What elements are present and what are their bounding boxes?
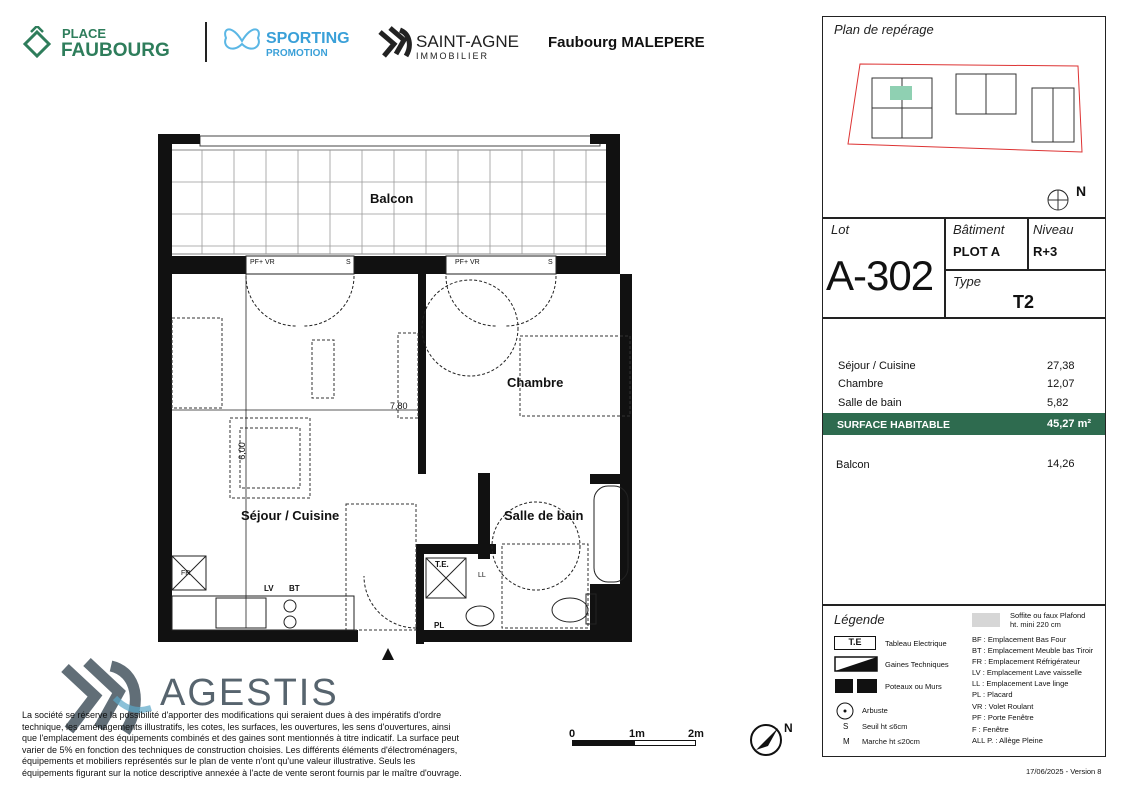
balcony-label: Balcon <box>370 191 414 206</box>
locator-plan <box>846 60 1086 200</box>
legend-left-5: Marche ht ≤20cm <box>862 737 920 746</box>
ll-label: LL <box>478 572 486 579</box>
bedroom-label: Chambre <box>507 375 564 390</box>
building-label: Bâtiment <box>953 222 1005 237</box>
legend-top-line <box>822 604 1106 606</box>
lv-label: LV <box>264 584 274 593</box>
level-value: R+3 <box>1033 244 1058 259</box>
locator-north-icon <box>1046 182 1096 217</box>
logo1-line2: FAUBOURG <box>61 40 170 61</box>
disclaimer-text: La société se réserve la possibilité d'apporter des modifications qui seraient dues à des impératifs d'ordre technique, les aménagements illustratifs, les cotes, les surfaces, les ouvertures, les sens d'ouvertures, ainsi que l'emplacement des équipements combinés et des gaines sont mentionnés à titre indicatif. La surface peut varier de 5% en fonction des techniques de construction choisies. Les différents éléments d'électroménagers, équipements et mobiliers représentés sur le plan de vente n'ont qu'une valeur illustrative. Seuls les équipements figurant sur la notice descriptive annexée à l'acte de vente seront fournis par le maître d'ouvrage. <box>22 710 462 778</box>
fr-label: FR <box>181 570 191 577</box>
logo3-line1: SAINT-AGNE <box>416 32 519 51</box>
poteaux-symbol <box>834 678 878 699</box>
legend-title: Légende <box>834 612 885 627</box>
surface-value-1: 12,07 <box>1047 378 1075 390</box>
logo2-line2: PROMOTION <box>266 48 328 59</box>
soffit-line2: ht. mini 220 cm <box>1010 620 1061 629</box>
surface-value-2: 5,82 <box>1047 397 1069 409</box>
footer-version: 17/06/2025 - Version 8 <box>1026 767 1102 776</box>
type-label: Type <box>953 274 981 289</box>
soffit-swatch <box>972 613 1000 627</box>
legend-right-0: BF : Emplacement Bas Four <box>972 635 1067 644</box>
surface-name-1: Chambre <box>838 378 884 390</box>
balcony-surface-value: 14,26 <box>1047 458 1075 470</box>
type-value: T2 <box>1013 292 1035 312</box>
legend-left-0: Tableau Electrique <box>885 639 947 648</box>
bathroom-label: Salle de bain <box>504 508 584 523</box>
legend-right-5: PL : Placard <box>972 690 1013 699</box>
legend-right-4: LL : Emplacement Lave linge <box>972 679 1069 688</box>
lot-divider-v2 <box>1027 217 1029 269</box>
north-arrow-icon <box>748 720 800 765</box>
te-label: T.E. <box>435 560 449 569</box>
dimension-width: 7,80 <box>390 401 408 411</box>
window1-label: PF+ VR <box>250 259 275 266</box>
legend-s-symbol: S <box>843 722 849 731</box>
window1-s: S <box>346 259 351 266</box>
legend-right-7: PF : Porte Fenêtre <box>972 713 1034 722</box>
legend-left-1: Gaines Techniques <box>885 660 949 669</box>
surface-total-label: SURFACE HABITABLE <box>837 419 950 431</box>
surface-name-2: Salle de bain <box>838 397 902 409</box>
svg-text:N: N <box>1076 183 1087 199</box>
lot-divider-v <box>944 217 946 317</box>
lot-row-top-line <box>822 217 1106 219</box>
diamond-icon <box>22 26 52 58</box>
dimension-height: 6,00 <box>236 442 247 460</box>
entrance-arrow-icon <box>382 648 394 660</box>
scale-zero: 0 <box>569 728 576 740</box>
scale-one: 1m <box>629 728 645 740</box>
balcony-surface-name: Balcon <box>836 459 870 471</box>
living-label: Séjour / Cuisine <box>241 508 340 523</box>
legend-left-3: Arbuste <box>862 706 888 715</box>
legend-right-2: FR : Emplacement Réfrigérateur <box>972 657 1080 666</box>
level-label: Niveau <box>1033 222 1074 237</box>
building-value: PLOT A <box>953 244 1001 259</box>
program-name: Faubourg MALEPERE <box>548 34 705 51</box>
saint-agne-icon <box>376 24 414 65</box>
place-faubourg-logo <box>22 26 52 63</box>
soffit-line1: Soffite ou faux Plafond <box>1010 611 1086 620</box>
legend-right-6: VR : Volet Roulant <box>972 702 1034 711</box>
scale-bar <box>572 740 696 746</box>
legend-m-symbol: M <box>843 737 850 746</box>
surface-value-0: 27,38 <box>1047 360 1075 372</box>
gaines-symbol <box>834 656 878 677</box>
bt-label: BT <box>289 584 300 593</box>
te-symbol: T.E <box>834 636 876 650</box>
lot-label: Lot <box>831 222 850 237</box>
lot-value: A-302 <box>826 252 934 299</box>
pl-label: PL <box>434 621 445 630</box>
lot-divider-h <box>944 269 1106 271</box>
watermark-text: AGESTIS <box>160 672 339 714</box>
logo2-line1: SPORTING <box>266 30 350 47</box>
butterfly-icon <box>222 24 262 63</box>
surface-name-0: Séjour / Cuisine <box>838 360 916 372</box>
surface-total-value: 45,27 m² <box>1047 418 1092 430</box>
logo3-line2: IMMOBILIER <box>416 51 490 61</box>
legend-right-8: F : Fenêtre <box>972 725 1009 734</box>
svg-text:N: N <box>784 721 793 735</box>
legend-right-3: LV : Emplacement Lave vaisselle <box>972 668 1082 677</box>
lot-row-bottom-line <box>822 317 1106 319</box>
legend-left-2: Poteaux ou Murs <box>885 682 942 691</box>
window2-s: S <box>548 259 553 266</box>
window2-label: PF+ VR <box>455 259 480 266</box>
legend-left-4: Seuil ht ≤6cm <box>862 722 908 731</box>
scale-two: 2m <box>688 728 704 740</box>
logo-divider <box>205 22 207 62</box>
logo1-line1: PLACE <box>62 26 107 41</box>
legend-right-9: ALL P. : Allège Pleine <box>972 736 1043 745</box>
legend-right-1: BT : Emplacement Meuble bas Tiroir <box>972 646 1094 655</box>
locator-title: Plan de repérage <box>834 22 934 37</box>
